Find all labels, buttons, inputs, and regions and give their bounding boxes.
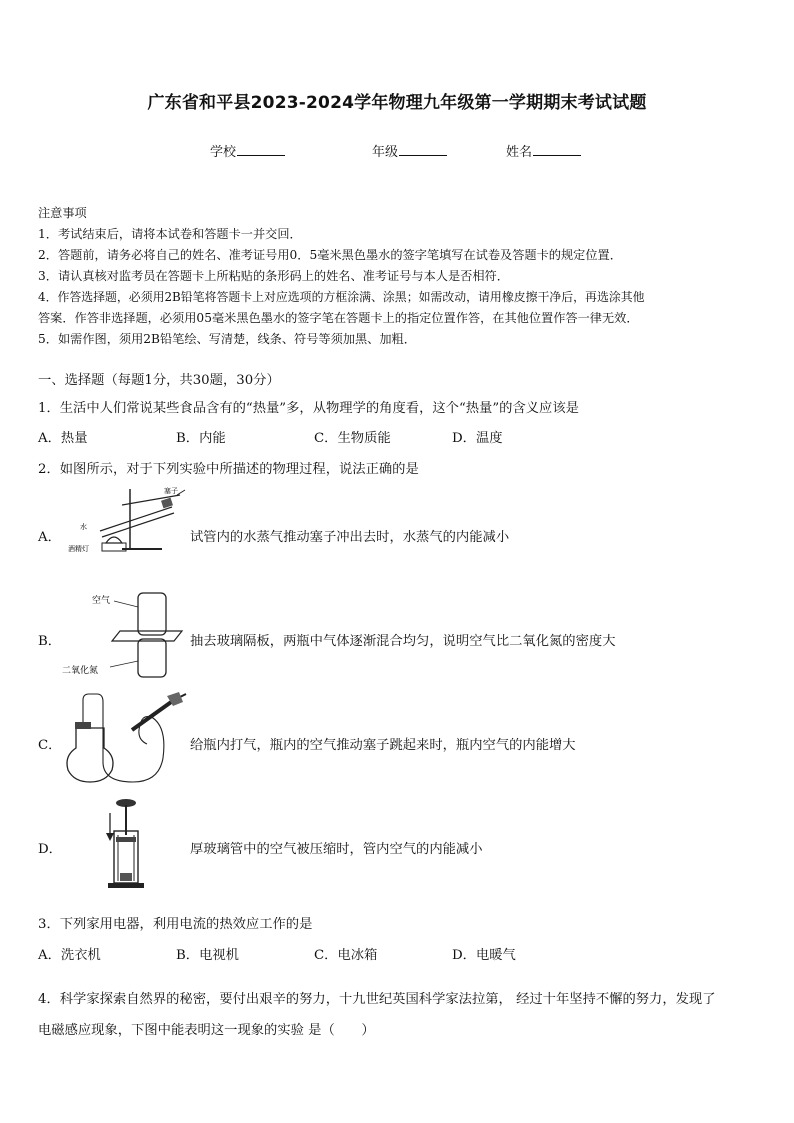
q1-option-a[interactable]: A．热量	[38, 431, 88, 446]
nitrogen-dioxide-label: 二氧化氮	[62, 666, 99, 676]
grade-blank	[399, 142, 447, 156]
q2-option-a-letter[interactable]: A．	[38, 530, 61, 545]
question-4-stem-line1: 4．科学家探索自然界的秘密，要付出艰辛的努力，十九世纪英国科学家法拉第， 经过十年坚持不懈的努力，发现了	[38, 992, 716, 1007]
q2-option-c-text: 给瓶内打气，瓶内的空气推动塞子跳起来时，瓶内空气的内能增大	[190, 738, 576, 753]
name-label: 姓名	[506, 145, 533, 160]
q3-option-d[interactable]: D．电暖气	[452, 948, 516, 963]
name-blank	[533, 142, 581, 156]
q3-option-b[interactable]: B．电视机	[176, 948, 239, 963]
notice-item: 答案．作答非选择题，必须用05毫米黑色墨水的签字笔在答题卡上的指定位置作答，在其他位置作答一律无效．	[38, 311, 639, 325]
water-label: 水	[80, 523, 87, 531]
school-field	[210, 141, 285, 160]
q2-option-d-text: 厚玻璃管中的空气被压缩时，管内空气的内能减小	[190, 842, 483, 857]
q1-option-b[interactable]: B．内能	[176, 431, 226, 446]
notice-item: 3．请认真核对监考员在答题卡上所粘贴的条形码上的姓名、准考证号与本人是否相符．	[38, 269, 509, 283]
stopper-label: 塞子	[164, 487, 178, 495]
notice-item: 5．如需作图，须用2B铅笔绘、写清楚，线条、符号等须加黑、加粗．	[38, 332, 416, 346]
question-2-stem: 2．如图所示，对于下列实验中所描述的物理过程，说法正确的是	[38, 462, 419, 477]
question-4-stem-line2: 电磁感应现象，下图中能表明这一现象的实验 是（ ）	[38, 1023, 375, 1038]
air-label: 空气	[92, 596, 111, 606]
notice-item: 2．答题前，请务必将自己的姓名、准考证号用0．5毫米黑色墨水的签字笔填写在试卷及答题卡的规定位置．	[38, 248, 622, 262]
q3-option-c[interactable]: C．电冰箱	[314, 948, 378, 963]
q2-option-a-text: 试管内的水蒸气推动塞子冲出去时，水蒸气的内能减小	[190, 530, 510, 545]
exam-title: 广东省和平县2023-2024学年物理九年级第一学期期末考试试题	[147, 93, 647, 113]
grade-field	[372, 141, 447, 160]
q2-option-b-letter[interactable]: B．	[38, 634, 62, 649]
q1-option-d[interactable]: D．温度	[452, 431, 503, 446]
notice-item: 4．作答选择题，必须用2B铅笔将答题卡上对应选项的方框涂满、涂黑；如需改动，请用橡皮擦干净后，再选涂其他	[38, 290, 645, 304]
name-field	[506, 141, 581, 160]
question-1-stem: 1．生活中人们常说某些食品含有的“热量”多，从物理学的角度看，这个“热量”的含义应该是	[38, 401, 579, 416]
q1-option-c[interactable]: C．生物质能	[314, 431, 391, 446]
q3-option-a[interactable]: A．洗衣机	[38, 948, 101, 963]
school-blank	[237, 142, 285, 156]
compression-tube-figure	[90, 797, 160, 891]
gas-diffusion-jars-figure	[62, 587, 187, 679]
test-tube-steam-figure	[62, 485, 187, 555]
notice-heading: 注意事项	[38, 206, 87, 220]
notice-item: 1．考试结束后，请将本试卷和答题卡一并交回．	[38, 227, 302, 241]
q2-option-d-letter[interactable]: D．	[38, 842, 62, 857]
grade-label: 年级	[372, 145, 399, 160]
section-heading: 一、选择题（每题1分，共30题，30分）	[38, 373, 280, 388]
question-3-stem: 3．下列家用电器，利用电流的热效应工作的是	[38, 917, 313, 932]
q2-option-b-text: 抽去玻璃隔板，两瓶中气体逐渐混合均匀，说明空气比二氧化氮的密度大	[190, 634, 616, 649]
school-label: 学校	[210, 145, 237, 160]
q2-option-c-letter[interactable]: C．	[38, 738, 62, 753]
flask-pump-figure	[62, 690, 187, 786]
alcohol-lamp-label: 酒精灯	[68, 545, 89, 553]
